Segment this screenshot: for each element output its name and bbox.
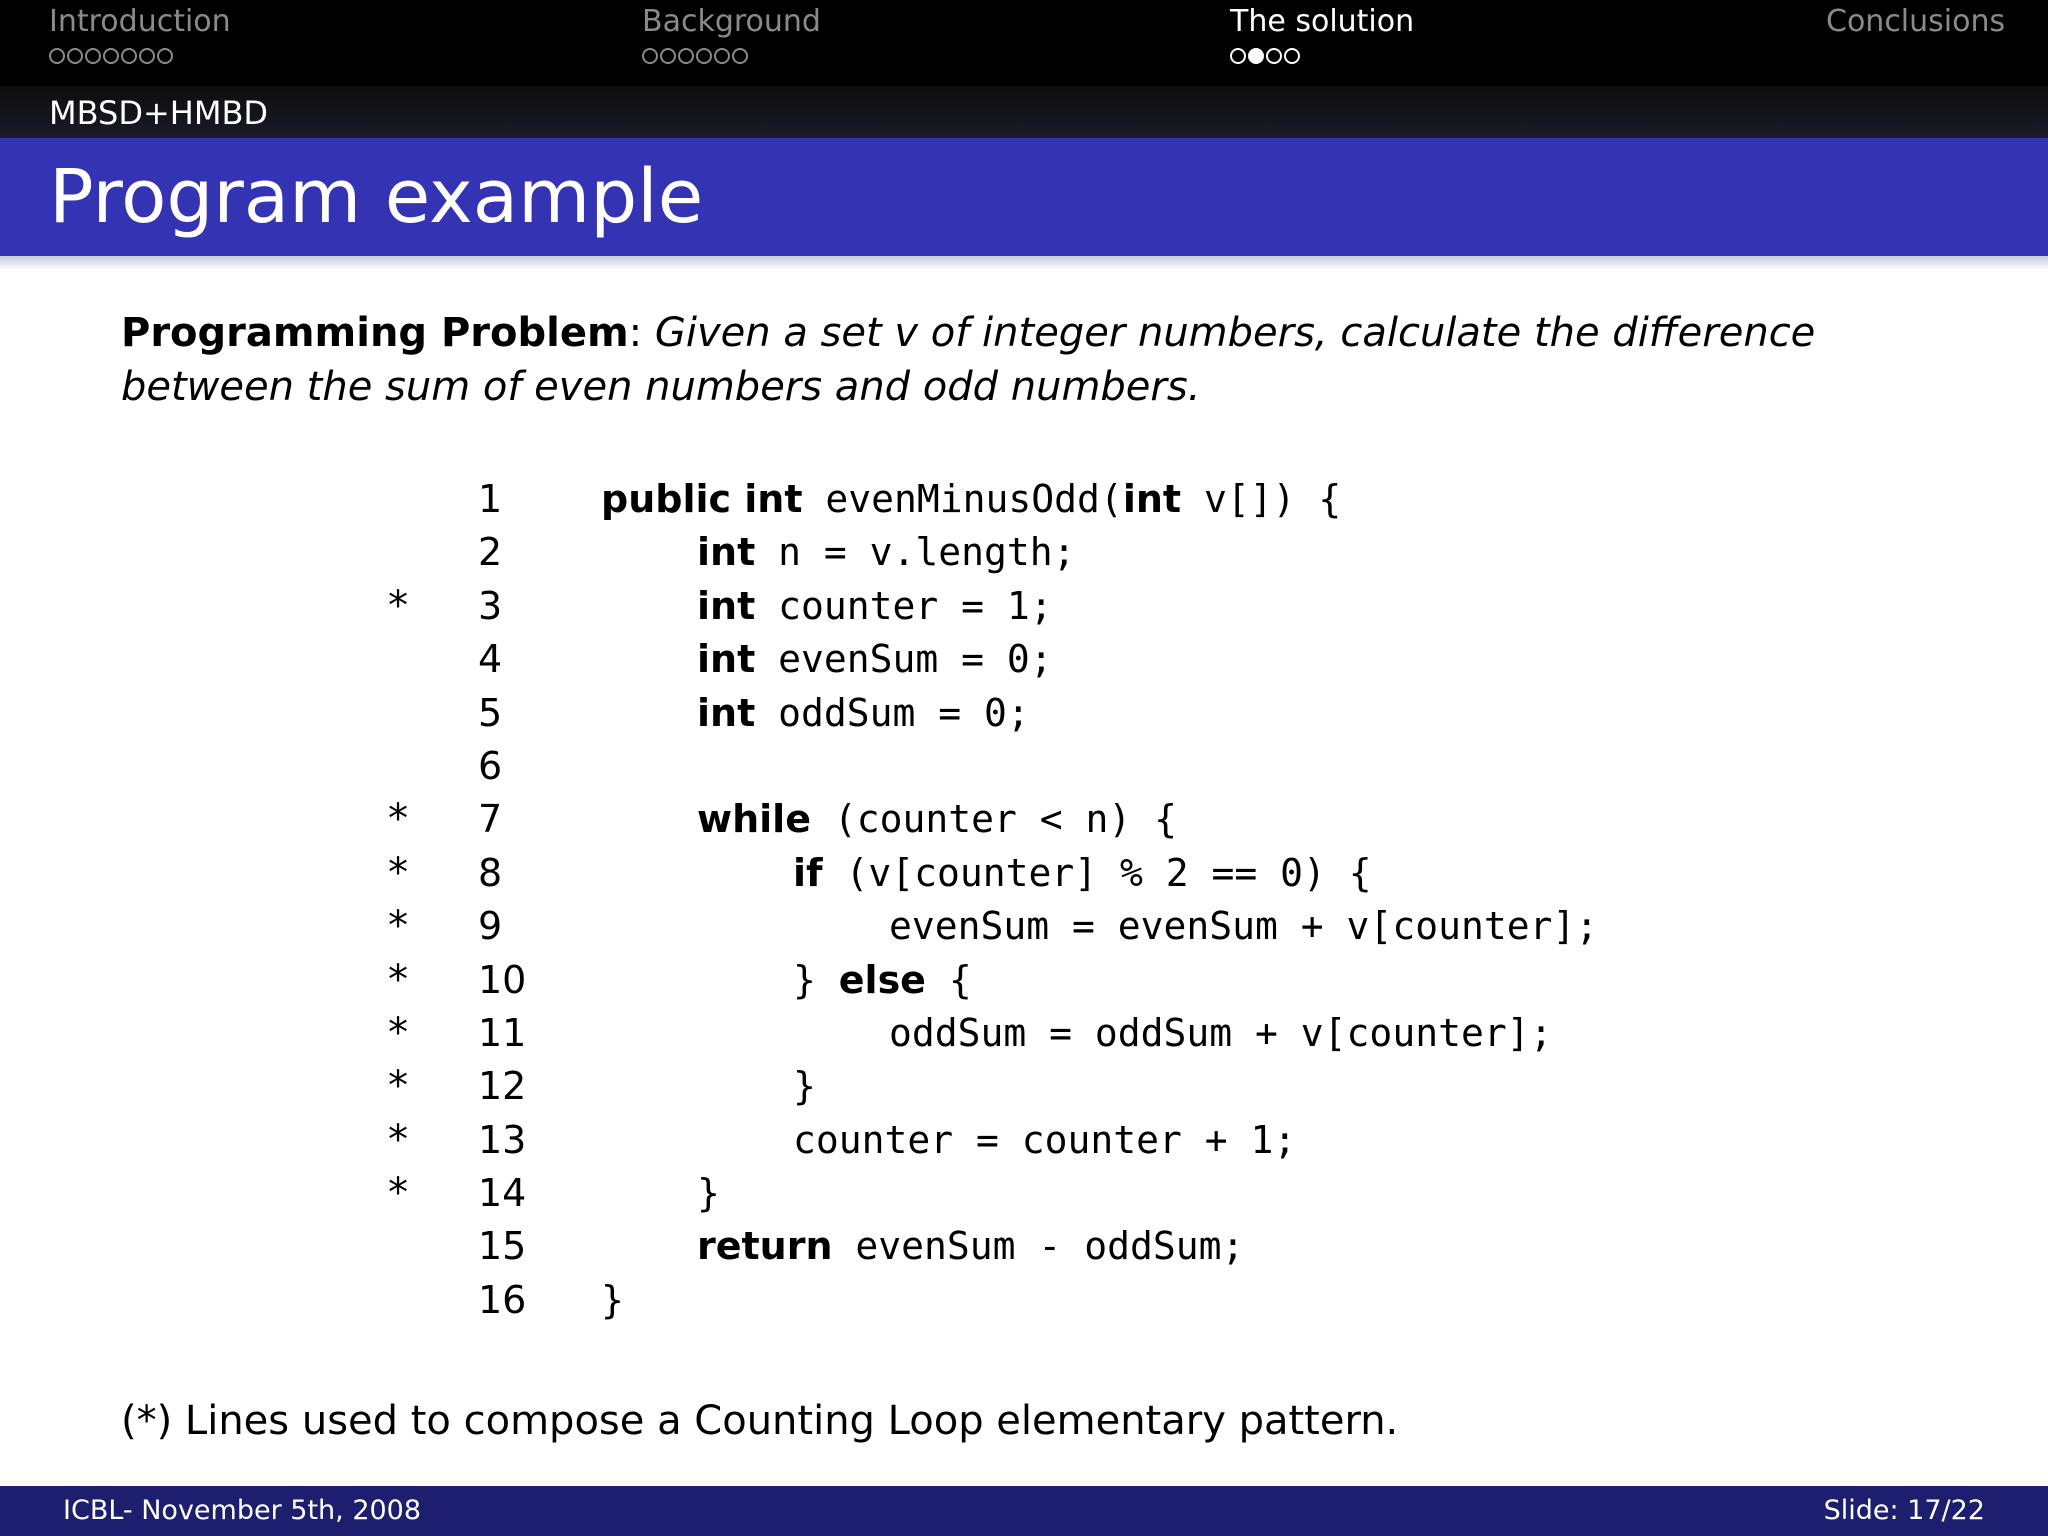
footnote: (*) Lines used to compose a Counting Loop elementary pattern. <box>121 1398 1399 1444</box>
nav-section-title[interactable]: Background <box>642 4 821 39</box>
footer-slide-number: Slide: 17/22 <box>1823 1495 1985 1526</box>
code-line <box>0 1167 2048 1220</box>
code-keyword: int <box>697 690 756 735</box>
nav-dot[interactable] <box>121 48 137 64</box>
code-keyword: while <box>697 797 811 842</box>
code-token: evenSum = evenSum + v[counter]; <box>889 904 1599 949</box>
nav-dots <box>642 48 821 64</box>
code-keyword: int <box>697 583 756 628</box>
code-text <box>697 580 1053 633</box>
pattern-marker: * <box>386 1116 411 1163</box>
line-number: 12 <box>478 1064 527 1109</box>
code-text <box>697 793 1177 846</box>
line-number: 14 <box>478 1171 527 1216</box>
section-navigation <box>0 0 2048 86</box>
code-token: counter = counter + 1; <box>793 1117 1297 1162</box>
problem-text: Given a set v of integer numbers, calculate the difference between the sum of even numbers and odd numbers. <box>121 310 1816 410</box>
code-line <box>0 954 2048 1007</box>
nav-dot[interactable] <box>1284 48 1300 64</box>
title-shadow <box>0 256 2048 270</box>
nav-dot[interactable] <box>67 48 83 64</box>
code-line <box>0 580 2048 633</box>
code-token: evenSum - oddSum; <box>832 1224 1245 1269</box>
code-line <box>0 1220 2048 1273</box>
code-token: oddSum = oddSum + v[counter]; <box>889 1010 1553 1055</box>
pattern-marker: * <box>386 903 411 950</box>
nav-section-introduction[interactable] <box>49 4 231 64</box>
problem-separator: : <box>628 310 655 356</box>
nav-dot[interactable] <box>139 48 155 64</box>
code-token: } <box>697 1171 720 1216</box>
code-token: } <box>601 1277 624 1322</box>
nav-section-title[interactable]: The solution <box>1230 4 1415 39</box>
nav-dot[interactable] <box>696 48 712 64</box>
line-number: 4 <box>478 637 503 682</box>
nav-dot[interactable] <box>85 48 101 64</box>
code-token: n = v.length; <box>755 530 1076 575</box>
nav-section-title[interactable]: Introduction <box>49 4 231 39</box>
nav-dot[interactable] <box>642 48 658 64</box>
pattern-marker: * <box>386 1009 411 1056</box>
code-token: (v[counter] % 2 == 0) { <box>822 850 1372 895</box>
footer-bar <box>0 1486 2048 1536</box>
code-text <box>697 1167 720 1220</box>
code-text <box>793 1060 816 1113</box>
pattern-marker: * <box>386 1063 411 1110</box>
line-number: 8 <box>478 850 503 895</box>
code-text <box>697 1220 1244 1273</box>
code-token: } <box>793 957 839 1002</box>
pattern-marker: * <box>386 849 411 896</box>
nav-dot[interactable] <box>732 48 748 64</box>
code-text <box>889 1007 1552 1060</box>
line-number: 10 <box>478 957 527 1002</box>
code-token: (counter < n) { <box>810 797 1178 842</box>
pattern-marker: * <box>386 956 411 1003</box>
nav-dot[interactable] <box>49 48 65 64</box>
line-number: 1 <box>478 477 503 521</box>
line-number: 5 <box>478 690 503 735</box>
code-line <box>0 473 2048 526</box>
pattern-marker: * <box>386 582 411 629</box>
code-keyword: return <box>697 1224 833 1269</box>
code-text <box>601 473 1341 526</box>
subsection-label: MBSD+HMBD <box>49 94 269 132</box>
line-number: 6 <box>478 743 503 788</box>
code-token: oddSum = 0; <box>755 690 1030 735</box>
frame-title-band <box>0 138 2048 256</box>
code-line <box>0 740 2048 793</box>
code-token: evenSum = 0; <box>755 637 1053 682</box>
nav-dots <box>1230 48 1414 64</box>
line-number: 3 <box>478 583 503 628</box>
code-text <box>793 1114 1296 1167</box>
code-text <box>697 633 1053 686</box>
code-token: { <box>925 957 972 1002</box>
nav-section-conclusions[interactable] <box>1826 4 2005 48</box>
nav-section-the-solution[interactable] <box>1230 4 1414 64</box>
pattern-marker: * <box>386 796 411 843</box>
nav-dots <box>49 48 231 64</box>
code-text <box>793 847 1372 900</box>
footer-event-date: ICBL- November 5th, 2008 <box>63 1495 422 1526</box>
problem-lead: Programming Problem <box>121 310 629 356</box>
line-number: 15 <box>478 1224 527 1269</box>
nav-dot-current[interactable] <box>1248 48 1264 64</box>
nav-dot[interactable] <box>103 48 119 64</box>
code-line <box>0 1060 2048 1113</box>
code-line <box>0 1007 2048 1060</box>
nav-dot[interactable] <box>157 48 173 64</box>
code-keyword: else <box>838 957 926 1002</box>
code-text <box>697 687 1030 740</box>
code-text <box>793 954 972 1007</box>
code-line <box>0 633 2048 686</box>
subsection-bar <box>0 86 2048 138</box>
code-token: evenMinusOdd( <box>802 477 1123 521</box>
pattern-marker: * <box>386 1170 411 1217</box>
page-title: Program example <box>49 154 704 240</box>
code-line <box>0 900 2048 953</box>
code-line <box>0 687 2048 740</box>
code-token: } <box>793 1064 816 1109</box>
code-keyword: int <box>697 530 756 575</box>
code-token: v[]) { <box>1181 477 1342 521</box>
code-token: counter = 1; <box>755 583 1053 628</box>
problem-statement <box>121 306 1921 414</box>
code-text <box>601 1274 624 1327</box>
code-listing <box>0 473 2048 1327</box>
nav-dot[interactable] <box>714 48 730 64</box>
code-keyword: int <box>697 637 756 682</box>
line-number: 13 <box>478 1117 527 1162</box>
code-line <box>0 793 2048 846</box>
code-text <box>889 900 1598 953</box>
nav-dot[interactable] <box>660 48 676 64</box>
line-number: 7 <box>478 797 503 842</box>
code-line <box>0 1274 2048 1327</box>
line-number: 2 <box>478 530 503 575</box>
line-number: 11 <box>478 1010 527 1055</box>
nav-section-background[interactable] <box>642 4 821 64</box>
nav-dot[interactable] <box>1230 48 1246 64</box>
code-line <box>0 1114 2048 1167</box>
nav-section-title[interactable]: Conclusions <box>1826 4 2006 39</box>
code-text <box>697 526 1076 579</box>
code-keyword: if <box>793 850 823 895</box>
nav-dot[interactable] <box>678 48 694 64</box>
code-line <box>0 847 2048 900</box>
code-line <box>0 526 2048 579</box>
line-number: 9 <box>478 904 503 949</box>
nav-dot[interactable] <box>1266 48 1282 64</box>
line-number: 16 <box>478 1277 527 1322</box>
code-keyword: public int <box>601 477 803 521</box>
code-keyword: int <box>1122 477 1182 521</box>
